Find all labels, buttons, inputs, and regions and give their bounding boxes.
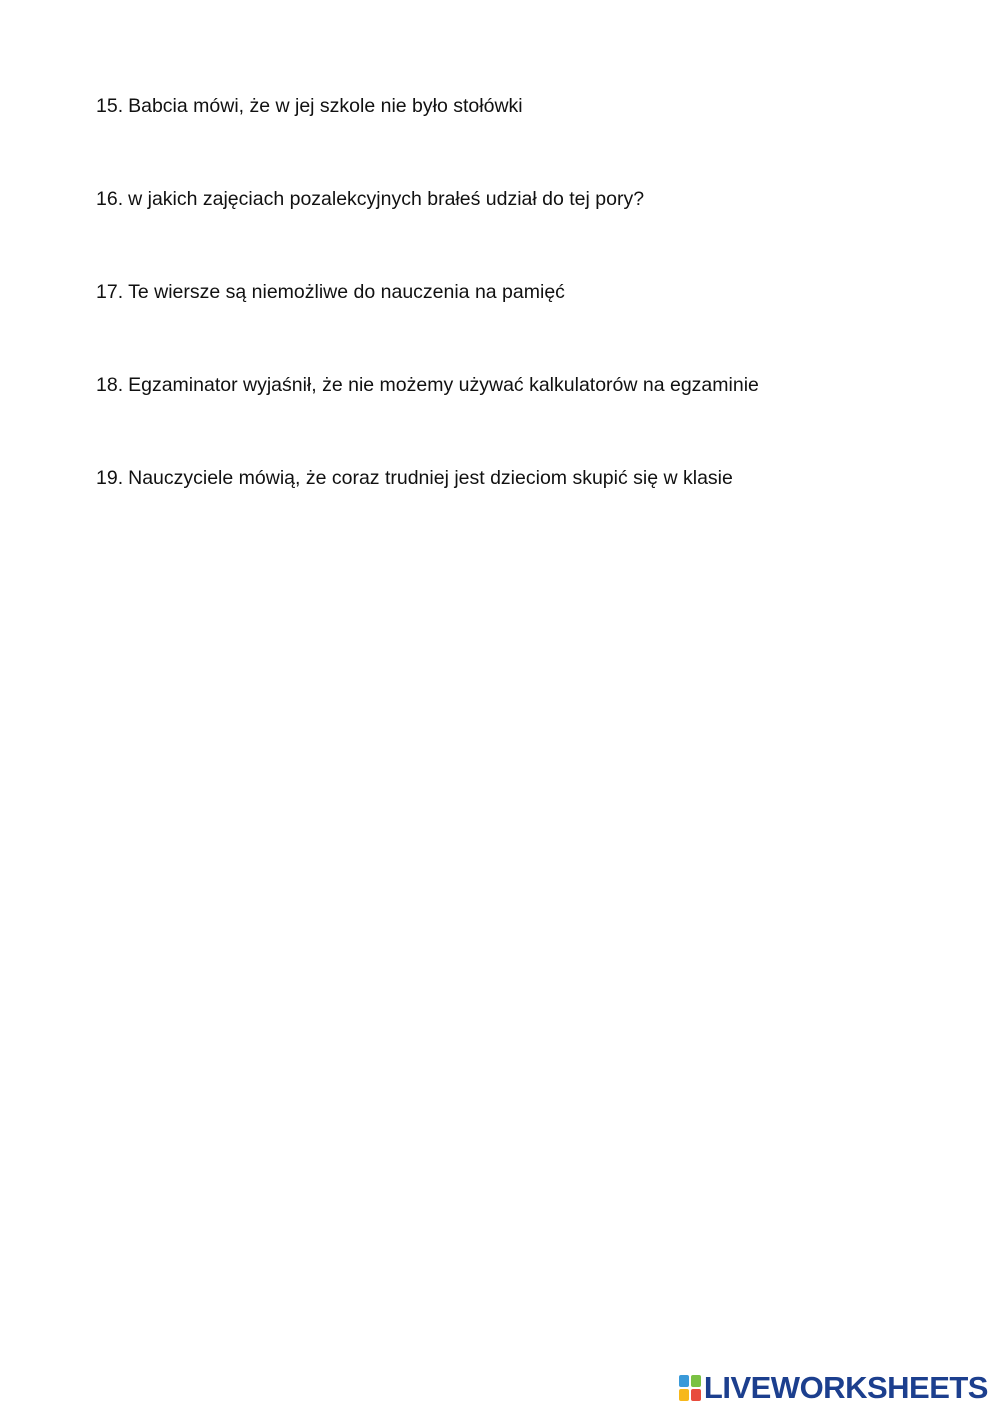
item-text: Egzaminator wyjaśnił, że nie możemy używać kalkulatorów na egzaminie bbox=[128, 374, 759, 396]
list-item bbox=[96, 94, 956, 187]
list-item bbox=[96, 466, 956, 559]
item-text: Te wiersze są niemożliwe do nauczenia na pamięć bbox=[128, 281, 565, 303]
logo-mark-cell bbox=[679, 1375, 689, 1387]
sentence-list bbox=[96, 94, 956, 559]
list-item bbox=[96, 280, 956, 373]
logo-text: LIVEWORKSHEETS bbox=[703, 1370, 988, 1405]
item-text: Babcia mówi, że w jej szkole nie było stołówki bbox=[128, 95, 523, 117]
liveworksheets-logo bbox=[679, 1370, 988, 1406]
item-number: 18. bbox=[96, 374, 124, 396]
item-number: 15. bbox=[96, 95, 124, 117]
item-number: 17. bbox=[96, 281, 124, 303]
logo-mark-icon bbox=[679, 1375, 701, 1401]
logo-mark-cell bbox=[679, 1389, 689, 1401]
item-text: Nauczyciele mówią, że coraz trudniej jest dzieciom skupić się w klasie bbox=[128, 467, 733, 489]
item-text: w jakich zajęciach pozalekcyjnych brałeś udział do tej pory? bbox=[128, 188, 645, 210]
logo-mark-cell bbox=[691, 1375, 701, 1387]
item-number: 16. bbox=[96, 188, 124, 210]
logo-mark-cell bbox=[691, 1389, 701, 1401]
list-item bbox=[96, 187, 956, 280]
list-item bbox=[96, 373, 956, 466]
item-number: 19. bbox=[96, 467, 124, 489]
